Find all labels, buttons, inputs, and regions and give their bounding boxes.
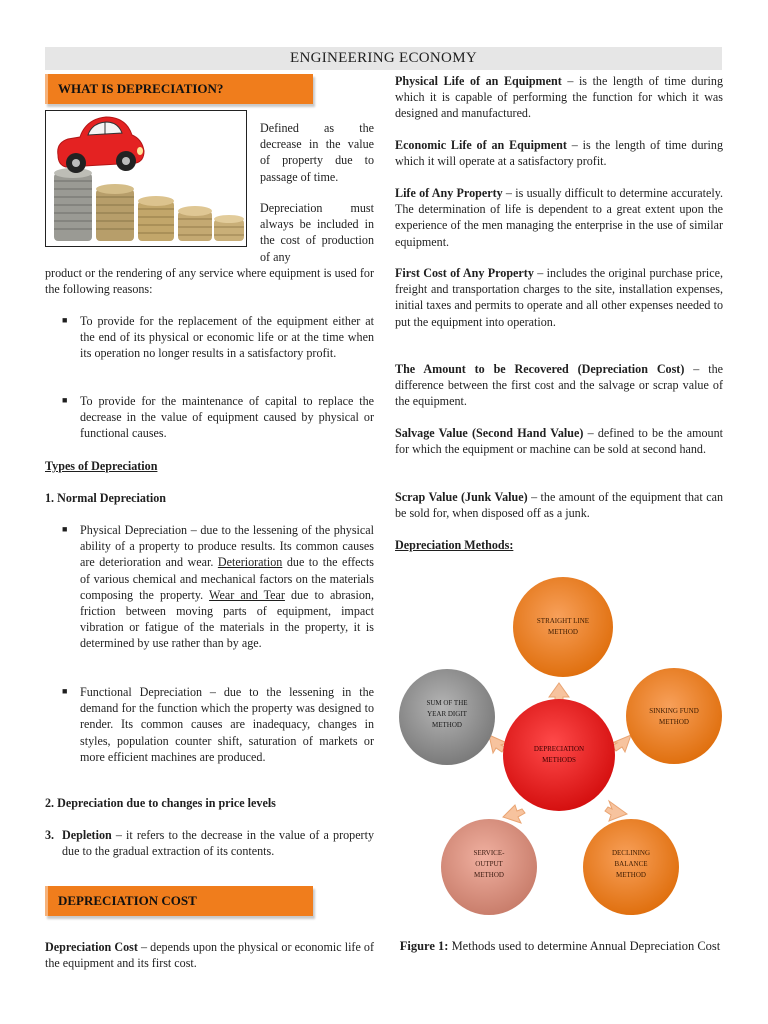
red-car-icon xyxy=(58,117,144,173)
center-node xyxy=(503,699,615,811)
def-text: – is usually difficult to determine accurately. The determination of life is dependent to a great extent upon the experience of the men managing the enterprise in the use of similar equipment. xyxy=(395,186,723,249)
arrow-right-icon xyxy=(612,735,631,752)
figure-caption xyxy=(395,938,725,954)
physical-depreciation-item xyxy=(80,522,374,652)
service-output-label-2: OUTPUT xyxy=(475,860,503,868)
definition-paragraph: Defined as the decrease in the value of property due to passage of time. xyxy=(260,121,374,184)
types-heading: Types of Depreciation xyxy=(45,459,158,473)
car-coins-image xyxy=(45,110,247,247)
bullet-icon: ■ xyxy=(62,524,68,534)
caption-label: Figure 1: xyxy=(399,939,449,953)
reason-item-2: To provide for the maintenance of capital to replace the decrease in the value of equipment caused by physical or functional causes. xyxy=(80,394,374,441)
straight-line-node xyxy=(513,577,613,677)
depreciation-inclusion-paragraph-rest: product or the rendering of any service where equipment is used for the following reasons: xyxy=(45,266,374,297)
service-output-label-3: METHOD xyxy=(474,871,504,879)
center-label-line2: METHODS xyxy=(542,756,576,764)
physical-depreciation-lead: Physical Depreciation – due to the lessening of the physical ability of a property to produce results. Its common causes are deterioration and wear. xyxy=(80,523,374,570)
def-text: – includes the original purchase price, freight and transportation charges to the site, installation expenses, initial taxes and permits to operate and all other expenses needed to put the equipment into operation. xyxy=(395,266,723,329)
def-scrap-value xyxy=(395,489,723,521)
sinking-fund-node xyxy=(626,668,722,764)
sum-of-years-label-1: SUM OF THE xyxy=(426,699,468,707)
wear-and-tear-text: due to abrasion, friction between moving parts of equipment, impact vibration or fatigue of the materials in the property, it is determined by use rather than by age. xyxy=(80,587,374,651)
def-text: – is the length of time during which it is capable of performing the function for which it was designed and manufactured. xyxy=(395,74,723,121)
price-level-heading: 2. Depreciation due to changes in price levels xyxy=(45,796,276,810)
depletion-number: 3. xyxy=(45,828,55,842)
center-label-line1: DEPRECIATION xyxy=(533,745,585,753)
depreciation-cost-text: – depends upon the physical or economic life of the equipment and its first cost. xyxy=(45,940,374,971)
def-text: – the difference between the first cost and the salvage or scrap value of the equipment. xyxy=(395,362,723,409)
methods-heading: Depreciation Methods: xyxy=(395,538,514,552)
sum-of-years-label-2: YEAR DIGIT xyxy=(427,710,467,718)
deterioration-term: Deterioration xyxy=(217,555,283,570)
def-term: The Amount to be Recovered (Depreciation Cost) xyxy=(395,362,685,376)
reason-item-1: To provide for the replacement of the equipment either at the end of its physical or economic life or at the time when its operation no longer results in a satisfactory profit. xyxy=(80,314,374,361)
sinking-fund-label-2: METHOD xyxy=(659,718,689,726)
def-term: Scrap Value (Junk Value) xyxy=(395,490,528,504)
section-header-depreciation-cost: DEPRECIATION COST xyxy=(45,886,313,916)
wear-and-tear-term: Wear and Tear xyxy=(209,587,285,602)
def-text: – defined to be the amount for which the equipment or machine can be sold at second hand. xyxy=(395,426,723,457)
declining-balance-label-3: METHOD xyxy=(616,871,646,879)
def-term: Physical Life of an Equipment xyxy=(395,74,562,88)
page-title: ENGINEERING ECONOMY xyxy=(45,47,722,70)
sinking-fund-label-1: SINKING FUND xyxy=(649,707,699,715)
depletion-term: Depletion xyxy=(62,828,112,842)
normal-depreciation-heading: 1. Normal Depreciation xyxy=(45,491,167,505)
depreciation-methods-diagram xyxy=(395,565,725,930)
bullet-icon: ■ xyxy=(62,315,68,325)
def-physical-life xyxy=(395,73,723,122)
def-term: First Cost of Any Property xyxy=(395,266,534,280)
straight-line-label-1: STRAIGHT LINE xyxy=(536,617,590,625)
def-salvage-value xyxy=(395,425,723,457)
caption-text: Methods used to determine Annual Depreciation Cost xyxy=(451,939,721,953)
sum-of-years-label-3: METHOD xyxy=(432,721,462,729)
def-first-cost xyxy=(395,265,723,330)
functional-depreciation-item: Functional Depreciation – due to the lessening in the demand for the function which the property was designed to render. Its common causes are inadequacy, changes in styles, population counter shift, saturation of markets or more efficient machines are produced. xyxy=(80,685,374,764)
deterioration-text: due to the effects of various chemical and mechanical factors on the materials composing the property. xyxy=(80,555,374,602)
def-life-of-property xyxy=(395,185,723,250)
depletion-text: – it refers to the decrease in the value of a property due to the gradual extraction of its contents. xyxy=(62,828,374,859)
arrow-down-left-icon xyxy=(503,805,525,823)
arrow-down-right-icon xyxy=(605,801,627,821)
service-output-label-1: SERVICE- xyxy=(473,849,505,857)
bullet-icon: ■ xyxy=(62,686,68,696)
def-text: – is the length of time during which it will operate at a satisfactory profit. xyxy=(395,138,723,169)
declining-balance-label-1: DECLINING xyxy=(611,849,651,857)
bullet-icon: ■ xyxy=(62,395,68,405)
straight-line-label-2: METHOD xyxy=(548,628,578,636)
depreciation-cost-term: Depreciation Cost xyxy=(45,940,138,954)
def-amount-recovered xyxy=(395,361,723,410)
depletion-item xyxy=(62,827,374,859)
def-term: Economic Life of an Equipment xyxy=(395,138,567,152)
def-economic-life xyxy=(395,137,723,169)
depreciation-cost-paragraph xyxy=(45,939,374,971)
section-header-what-is-depreciation: WHAT IS DEPRECIATION? xyxy=(45,74,313,104)
declining-balance-label-2: BALANCE xyxy=(614,860,648,868)
depreciation-inclusion-paragraph-start: Depreciation must always be included in the cost of production of any xyxy=(260,201,374,264)
def-text: – the amount of the equipment that can be sold for, when disposed off as a junk. xyxy=(395,490,723,521)
def-term: Salvage Value (Second Hand Value) xyxy=(395,426,584,440)
coin-stacks xyxy=(54,168,244,241)
def-term: Life of Any Property xyxy=(395,186,503,200)
